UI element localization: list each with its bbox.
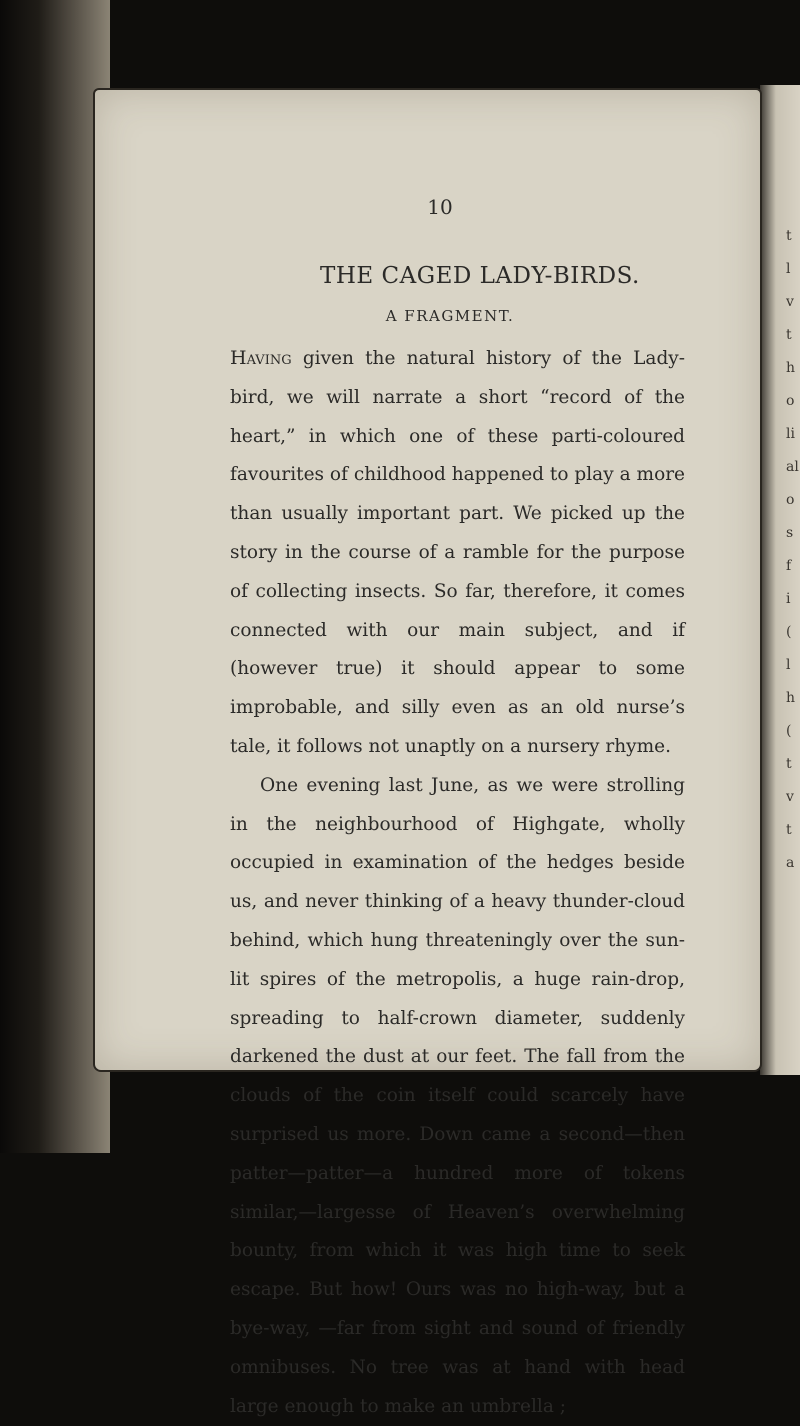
chapter-title: THE CAGED LADY-BIRDS. — [320, 263, 640, 289]
book-gutter-left — [0, 0, 110, 1153]
facing-page-fragment: ( — [786, 723, 792, 739]
facing-page-fragment: t — [786, 822, 792, 838]
facing-page-fragment: li — [786, 426, 795, 442]
facing-page-fragment: t — [786, 228, 792, 244]
facing-page-fragment: a — [786, 855, 795, 871]
facing-page-fragment: t — [786, 327, 792, 343]
facing-page-fragment: l — [786, 261, 791, 277]
facing-page-fragment: o — [786, 393, 795, 409]
paragraph-1-lead-word: Having — [230, 347, 292, 369]
facing-page-fragment: h — [786, 360, 796, 376]
paragraph-1 — [230, 339, 685, 767]
facing-page-fragment: i — [786, 591, 791, 607]
facing-page-fragments — [786, 220, 800, 880]
facing-page-fragment: l — [786, 657, 791, 673]
facing-page-fragment: f — [786, 558, 792, 574]
chapter-subtitle: A FRAGMENT. — [385, 307, 515, 325]
paragraph-1-text: given the natural history of the Lady-bird, we will narrate a short “record of the heart,” in which one of these parti-coloured favourites of childhood happened to play a more than usually important part. We picked up the story in the course of a ramble for the purpose of collecting insects. So far, therefore, it comes connected with our main subject, and if (however true) it should appear to some improbable, and silly even as an old nurse’s tale, it follows not unaptly on a nursery rhyme. — [230, 348, 685, 757]
page-number: 10 — [427, 195, 453, 219]
facing-page-fragment: v — [786, 789, 794, 805]
facing-page-fragment: ( — [786, 624, 792, 640]
facing-page-fragment: t — [786, 756, 792, 772]
facing-page-fragment: h — [786, 690, 796, 706]
facing-page-fragment: o — [786, 492, 795, 508]
paragraph-2: One evening last June, as we were strolling in the neighbourhood of Highgate, wholly occupied in examination of the hedges beside us, and never thinking of a heavy thunder-cloud behind, which hung threateningly over the sun-lit spires of the metropolis, a huge rain-drop, spreading to half-crown diameter, suddenly darkened the dust at our feet. The fall from the clouds of the coin itself could scarcely have surprised us more. Down came a second—then patter—patter—a hundred more of tokens similar,—largesse of Heaven’s overwhelming bounty, from which it was high time to seek escape. But how! Ours was no high-way, but a bye-way, —far from sight and sound of friendly omnibuses. No tree was at hand with head large enough to make an umbrella ; — [230, 774, 685, 1417]
facing-page-fragment: s — [786, 525, 794, 541]
facing-page-fragment: v — [786, 294, 794, 310]
facing-page-fragment: al — [786, 459, 799, 475]
page-text-block — [230, 195, 685, 1426]
